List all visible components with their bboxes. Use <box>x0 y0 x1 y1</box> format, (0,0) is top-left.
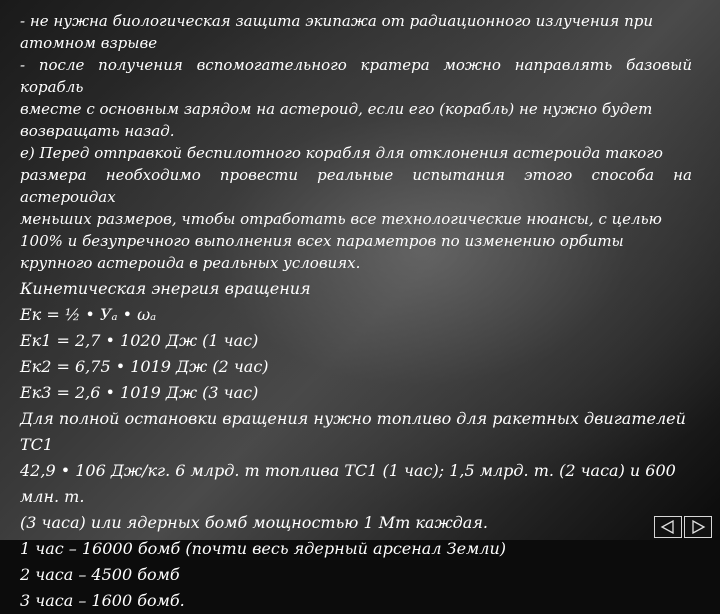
text-line: Для полной остановки вращения нужно топливо для ракетных двигателей ТС1 <box>20 409 686 454</box>
text-line: - после получения вспомогательного кратера можно направлять базовый корабль <box>20 56 692 96</box>
text-line: размера необходимо провести реальные испытания этого способа на астероидах <box>20 166 692 206</box>
next-slide-button[interactable] <box>684 516 712 538</box>
formula-line: Ек1 = 2,7 • 1020 Дж (1 час) <box>20 331 259 350</box>
text-line: атомном взрыве <box>20 34 158 52</box>
slide-text <box>20 10 692 614</box>
slide-navigation <box>654 516 712 538</box>
text-line: 100% и безупречного выполнения всех параметров по изменению орбиты <box>20 232 624 250</box>
heading-kinetic-energy: Кинетическая энергия вращения <box>20 279 311 298</box>
text-line: вместе с основным зарядом на астероид, если его (корабль) не нужно будет <box>20 100 653 118</box>
text-line: 2 часа – 4500 бомб <box>20 565 180 584</box>
triangle-right-icon <box>690 520 706 534</box>
text-line: 1 час – 16000 бомб (почти весь ядерный арсенал Земли) <box>20 539 507 558</box>
text-line: крупного астероида в реальных условиях. <box>20 254 361 272</box>
prev-slide-button[interactable] <box>654 516 682 538</box>
formula-line: Ек = ½ • Уₐ • ωₐ <box>20 305 157 324</box>
triangle-left-icon <box>660 520 676 534</box>
text-line: меньших размеров, чтобы отработать все технологические нюансы, с целью <box>20 210 662 228</box>
text-line: - не нужна биологическая защита экипажа от радиационного излучения при <box>20 12 654 30</box>
formula-line: Ек3 = 2,6 • 1019 Дж (3 час) <box>20 383 259 402</box>
text-line: 42,9 • 106 Дж/кг. 6 млрд. т топлива ТС1 (1 час); 1,5 млрд. т. (2 часа) и 600 млн. т. <box>20 461 676 506</box>
text-line: 3 часа – 1600 бомб. <box>20 591 185 610</box>
text-line: е) Перед отправкой беспилотного корабля для отклонения астероида такого <box>20 144 663 162</box>
formula-line: Ек2 = 6,75 • 1019 Дж (2 час) <box>20 357 269 376</box>
text-line: (3 часа) или ядерных бомб мощностью 1 Мт каждая. <box>20 513 488 532</box>
text-line: возвращать назад. <box>20 122 175 140</box>
